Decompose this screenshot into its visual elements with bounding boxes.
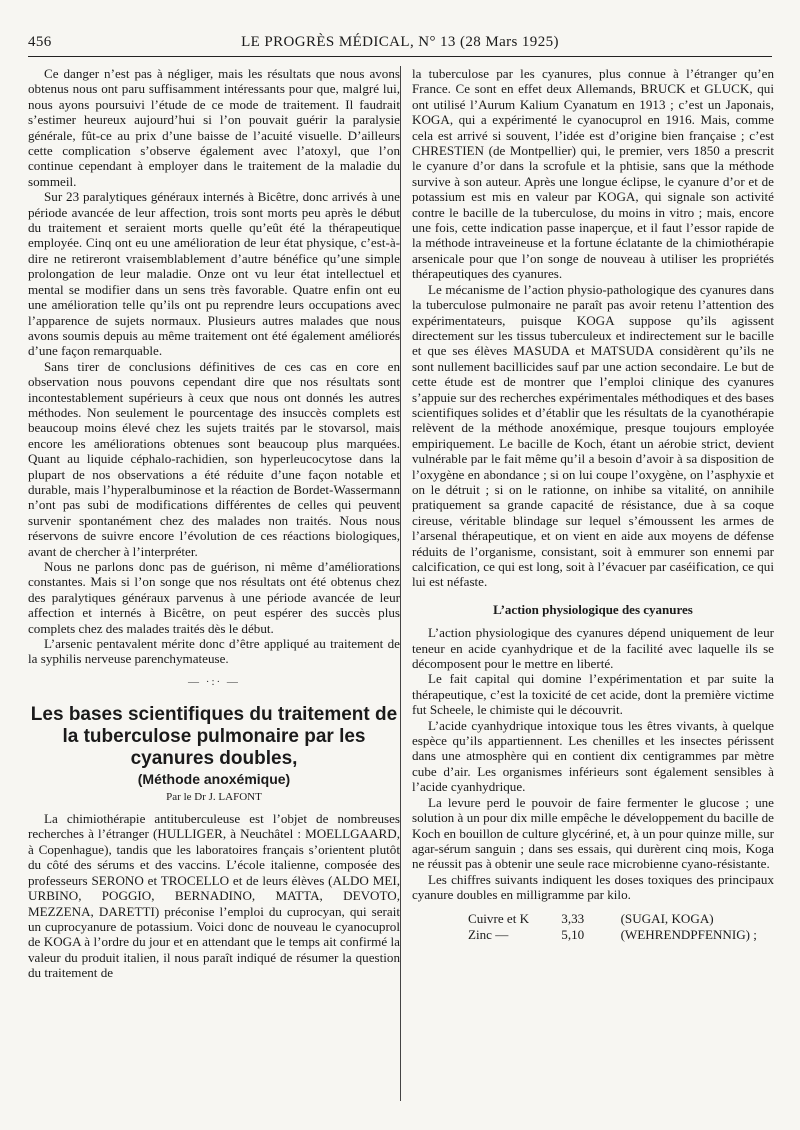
paragraph: la tuberculose par les cyanures, plus connue à l’étranger qu’en France. Ce sont en effet deux Allemands, BRUCK et GLUCK, qui ont utilisé l’Aurum Kalium Cyanatum en 1913 ; c’est un Japonais, KOGA, qui a expérimenté le cyanocuprol en 1916. Mais, comme cela est arrivé si souvent, l’idée est d’origine bien française ; c’est CHRESTIEN (de Montpellier) qui, le premier, vers 1850 a prescrit le cyanure d’or dans la scrofule et la phtisie, sans que la méthode survive à son auteur. Après une longue éclipse, le cyanure d’or et de potassium est mis en valeur par KOGA, qui signale son activité contre le bacille de la tuberculose, du moins in vitro ; mais, encore une fois, cette indication passe inaperçue, et il faut l’essor rapide de la méthode intraveineuse et la fortune éclatante de la chimiothérapie arsenicale pour que l’on songe de nouveau à utiliser les propriétés thérapeutiques des cyanures. xyxy=(412,66,774,282)
right-column xyxy=(412,66,774,943)
paragraph: Sans tirer de conclusions définitives de ces cas en core en observation nous pouvons cependant dire que nos résultats sont incontestablement supérieurs à ceux que nous ont donnés les autres méthodes. Non seulement le pourcentage des insuccès complets est beaucoup moins élevé chez les sujets traités par le stovarsol, mais encore les améliorations obtenues sont beaucoup plus marquées. Quant au liquide céphalo-rachidien, son hyperleucocytose dans la plupart de nos observations a été réduite d’une façon notable et durable, mais l’hyperalbuminose et la réaction de Bordet-Wassermann n’ont pas subi de modifications différentes de celles qui peuvent survenir spontanément chez des malades non traités. Nous nous réservons de suivre encore l’évolution de ces réactions biologiques, avant de chercher à l’interpréter. xyxy=(28,358,400,559)
toxic-dose-row xyxy=(412,911,774,927)
toxic-dose-metal: Cuivre et K xyxy=(468,910,530,926)
running-header xyxy=(28,34,772,57)
article-title: Les bases scientifiques du traitement de la tuberculose pulmonaire par les cyanures doubles, xyxy=(30,704,398,770)
paragraph: Le mécanisme de l’action physio-pathologique des cyanures dans la tuberculose pulmonaire ne paraît pas avoir retenu l’attention des expérimentateurs, puisque KOGA suppose qu’ils agissent directement sur les tissus tuberculeux et indirectement sur le bacille et que ses élèves MASUDA et MATSUDA considèrent qu’ils ne sont nullement bacillicides sauf par une action secondaire. Le but de cette étude est de montrer que l’emploi clinique des cyanures s’appuie sur des recherches expérimentales méthodiques et des bases scientifiques solides et d’établir que les résultats de la cyanothérapie relèvent de la méthode anoxémique, presque toujours employée empiriquement. Le bacille de Koch, étant un aérobie strict, devient vulnérable par le fait même qu’il a besoin d’avoir à sa disposition de l’oxygène en abondance ; si on lui coupe l’oxygène, on l’asphyxie et on le détruit ; si on le rationne, on inhibe sa vitalité, on annihile pratiquement sa grande capacité de résistance, due à sa coque cireuse, véritable blindage sur lequel s’émoussent les armes de l’arsenal thérapeutique, et on vient en aide aux moyens de défense réduits de l’organisme, consistant, soit à emmurer son ennemi par calcification, ce qui est long, soit à l’évacuer par caséification, ce qui lui est néfaste. xyxy=(412,281,774,590)
running-title: LE PROGRÈS MÉDICAL, N° 13 (28 Mars 1925) xyxy=(241,34,559,50)
paragraph: L’action physiologique des cyanures dépend uniquement de leur teneur en acide cyanhydrique et de la facilité avec laquelle ils se décomposent pour le mettre en liberté. xyxy=(412,625,774,672)
toxic-dose-source: (SUGAI, KOGA) xyxy=(620,910,714,926)
toxic-dose-source: (WEHRENDPFENNIG) ; xyxy=(620,926,757,942)
paragraph: La chimiothérapie antituberculeuse est l’objet de nombreuses recherches à l’étranger (HULLIGER, à Neuchâtel : MOELLGAARD, à Copenhague), tandis que les laboratoires français s’orientent plutôt du côté des sérums et des vaccins. L’école italienne, composée des professeurs SERONO et TROCELLO et de leurs élèves (ALDO MEI, URBINO, POGGIO, BERNADINO, MATTA, DEVOTO, MEZZENA, DARETTI) préconise l’emploi du cuprocyan, qui serait un cuprocyanure de potassium. Voici donc de nouveau le cyanocuprol de KOGA à l’ordre du jour et en attendant que le temps ait confirmé la valeur du produit italien, il nous paraît indiqué de résumer la question du traitement de xyxy=(28,811,400,981)
toxic-dose-value: 3,33 xyxy=(561,910,585,926)
paragraph: Les chiffres suivants indiquent les doses toxiques des principaux cyanure doubles en milligramme par kilo. xyxy=(412,871,774,903)
paragraph: L’acide cyanhydrique intoxique tous les êtres vivants, à quelque espèce qu’ils appartiennent. Les chenilles et les insectes périssent dans une atmosphère qui en contient dix centigrammes par mètre cube d’air. Les organismes inférieurs sont également sensibles à l’acide cyanhydrique. xyxy=(412,717,774,795)
left-column xyxy=(28,66,400,981)
toxic-dose-value: 5,10 xyxy=(561,926,585,942)
paragraph: La levure perd le pouvoir de faire fermenter le glucose ; une solution à un pour dix mille empêche le développement du bacille de Koch en bouillon de culture glycériné, et, à un pour quinze mille, sur agar-sérum sanguin ; dans ses essais, qui durèrent cinq mois, Koga ne réussit pas à obtenir une seule race microbienne cyano-résistante. xyxy=(412,794,774,872)
paragraph: Ce danger n’est pas à négliger, mais les résultats que nous avons obtenus nous ont paru suffisamment intéressants pour que, malgré lui, nous ayons poursuivi l’étude de ce mode de traitement. Il faudrait s’estimer heureux aujourd’hui si l’on pouvait guérir la paralysie générale, fût-ce au prix d’une baisse de l’acuité visuelle. D’ailleurs cette complication s’observe également avec l’atoxyl, que l’on continue cependant à employer dans le traitement de la maladie du sommeil. xyxy=(28,66,400,189)
paragraph: L’arsenic pentavalent mérite donc d’être appliqué au traitement de la syphilis nerveuse parenchymateuse. xyxy=(28,636,400,667)
paragraph: Le fait capital qui domine l’expérimentation et par suite la thérapeutique, c’est la toxicité de cet acide, dont la première victime fut Scheele, le chimiste qui le découvrit. xyxy=(412,671,774,718)
paragraph: Sur 23 paralytiques généraux internés à Bicêtre, donc arrivés à une période avancée de leur affection, trois sont morts peu après le début du traitement et seraient morts quelle qu’eût été la thérapeutique employée. Cinq ont eu une amélioration de leur état physique, c’est-à-dire ne retireront vraisemblablement d’autre bénéfice qu’une simple prolongation de leur maladie. Onze ont vu leur état intellectuel et mental se modifier dans un sens très favorable. Quatre enfin ont eu une amélioration telle qu’ils ont pu reprendre leurs occupations avec l’apparence de sujets normaux. Plusieurs autres malades que nous avons soumis depuis au même traitement ont été également améliorés d’une façon remarquable. xyxy=(28,189,400,359)
paragraph: Nous ne parlons donc pas de guérison, ni même d’améliorations constantes. Mais si l’on songe que nos résultats ont été obtenus chez des paralytiques généraux parvenus à une période avancée de leur affection et internés à Bicêtre, on peut espérer des succès plus complets chez des malades traités dès le début. xyxy=(28,559,400,636)
article-subtitle: (Méthode anoxémique) xyxy=(137,771,291,788)
section-title: L’action physiologique des cyanures xyxy=(493,601,693,617)
article-author: Par le Dr J. LAFONT xyxy=(166,790,262,803)
toxic-dose-row xyxy=(412,927,774,943)
page-number: 456 xyxy=(28,34,52,50)
toxic-dose-metal: Zinc — xyxy=(468,926,509,942)
column-divider xyxy=(400,66,401,1101)
section-separator: — ·:· — xyxy=(188,675,240,688)
